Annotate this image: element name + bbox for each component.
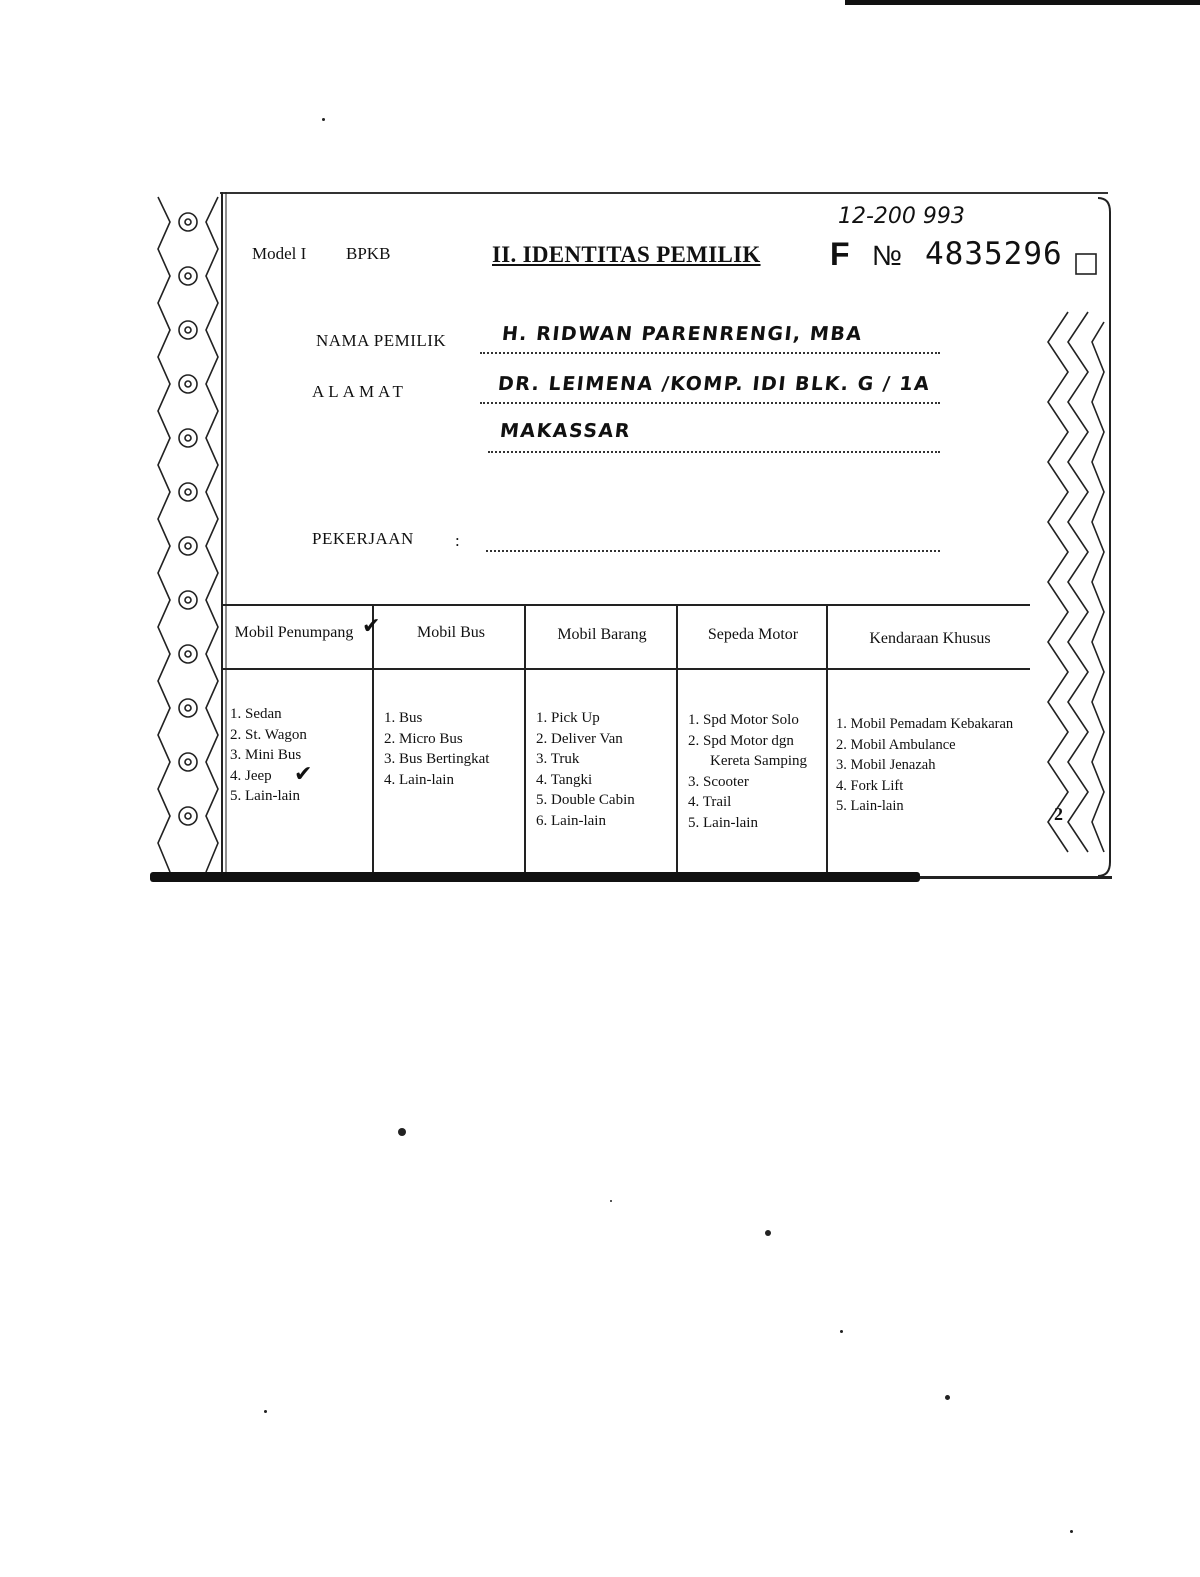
list-mobil-barang bbox=[536, 708, 635, 831]
scan-speck bbox=[610, 1200, 612, 1202]
nama-underline bbox=[480, 352, 940, 354]
table-top-rule bbox=[222, 604, 1030, 606]
scan-speck bbox=[398, 1128, 406, 1136]
list-item: 4. Lain-lain bbox=[384, 771, 454, 788]
list-item: 2. St. Wagon bbox=[230, 726, 307, 743]
scan-speck bbox=[322, 118, 325, 121]
right-ornament-border bbox=[1038, 192, 1112, 878]
list-item: 1. Mobil Pemadam Kebakaran bbox=[836, 716, 1014, 732]
list-item: 3. Scooter bbox=[688, 773, 749, 790]
list-item: 2. Deliver Van bbox=[536, 730, 623, 747]
alamat-label: ALAMAT bbox=[312, 382, 407, 401]
col-header-mobil-bus: Mobil Bus bbox=[416, 624, 485, 641]
left-ornament-border bbox=[150, 192, 228, 878]
col-header-mobil-penumpang: Mobil Penumpang bbox=[234, 624, 354, 641]
list-item: 1. Bus bbox=[384, 710, 423, 726]
section-title: II. IDENTITAS PEMILIK bbox=[492, 242, 761, 267]
list-item: 6. Lain-lain bbox=[536, 812, 606, 829]
list-item: 1. Spd Motor Solo bbox=[688, 712, 799, 728]
list-item: 4. Trail bbox=[688, 794, 732, 810]
table-header-rule bbox=[222, 668, 1030, 670]
vehicle-category-table bbox=[222, 604, 1030, 876]
checkmark-icon: ✔ bbox=[362, 614, 381, 639]
table-col-divider bbox=[372, 604, 374, 876]
scan-speck bbox=[264, 1410, 267, 1413]
col-header-mobil-barang: Mobil Barang bbox=[557, 626, 647, 643]
list-item: 4. Tangki bbox=[536, 771, 593, 788]
model-label: Model I bbox=[252, 244, 307, 263]
list-item: 2. Spd Motor dgn bbox=[688, 732, 794, 749]
alamat-value-line2: MAKASSAR bbox=[498, 420, 633, 442]
numero-sign: № bbox=[872, 240, 903, 271]
card-bottom-thick-rule bbox=[150, 872, 920, 882]
table-col-divider bbox=[524, 604, 526, 876]
list-item: 4. Fork Lift bbox=[836, 777, 904, 794]
list-mobil-penumpang bbox=[230, 704, 307, 807]
scan-speck bbox=[840, 1330, 843, 1333]
top-edge-line bbox=[845, 0, 1200, 5]
table-col-divider bbox=[676, 604, 678, 876]
scan-speck bbox=[765, 1230, 771, 1236]
list-item: 2. Micro Bus bbox=[384, 730, 463, 747]
list-item: 5. Lain-lain bbox=[688, 814, 758, 831]
list-item: Kereta Samping bbox=[710, 753, 808, 769]
bpkb-card bbox=[150, 192, 1112, 886]
list-item: 3. Truk bbox=[536, 751, 580, 767]
list-item: 5. Lain-lain bbox=[230, 788, 300, 804]
scan-speck bbox=[1070, 1530, 1073, 1533]
list-mobil-bus bbox=[384, 708, 489, 790]
alamat-underline-1 bbox=[480, 402, 940, 404]
table-col-divider bbox=[826, 604, 828, 876]
series-letter: F bbox=[830, 236, 850, 272]
card-top-border bbox=[220, 192, 1108, 194]
list-item: 3. Mini Bus bbox=[230, 747, 302, 763]
list-sepeda-motor bbox=[688, 710, 807, 833]
list-item: 1. Sedan bbox=[230, 706, 282, 722]
nama-pemilik-value: H. RIDWAN PARENRENGI, MBA bbox=[500, 323, 864, 345]
scan-speck bbox=[945, 1395, 950, 1400]
list-kendaraan-khusus bbox=[836, 714, 1013, 817]
list-item: 5. Double Cabin bbox=[536, 792, 635, 808]
list-item: 5. Lain-lain bbox=[836, 798, 904, 814]
list-item: 2. Mobil Ambulance bbox=[836, 736, 956, 753]
document-number: 4835296 bbox=[925, 236, 1063, 272]
page-marker: 2 bbox=[1054, 804, 1063, 824]
list-item: 4. Jeep bbox=[230, 767, 272, 784]
pekerjaan-underline bbox=[486, 550, 940, 552]
alamat-underline-2 bbox=[488, 451, 940, 453]
alamat-value-line1: DR. LEIMENA /KOMP. IDI BLK. G / 1A bbox=[496, 373, 932, 395]
handwritten-ref-number: 12-200 993 bbox=[838, 204, 965, 229]
checkmark-icon: ✔ bbox=[294, 762, 313, 787]
col-header-kendaraan-khusus: Kendaraan Khusus bbox=[869, 630, 991, 647]
pekerjaan-label: PEKERJAAN bbox=[312, 529, 414, 548]
pekerjaan-colon: : bbox=[455, 531, 460, 550]
bpkb-label: BPKB bbox=[346, 244, 391, 263]
list-item: 3. Mobil Jenazah bbox=[836, 757, 936, 773]
list-item: 3. Bus Bertingkat bbox=[384, 751, 490, 767]
list-item: 1. Pick Up bbox=[536, 710, 600, 726]
nama-pemilik-label: NAMA PEMILIK bbox=[316, 331, 447, 350]
col-header-sepeda-motor: Sepeda Motor bbox=[707, 626, 799, 643]
